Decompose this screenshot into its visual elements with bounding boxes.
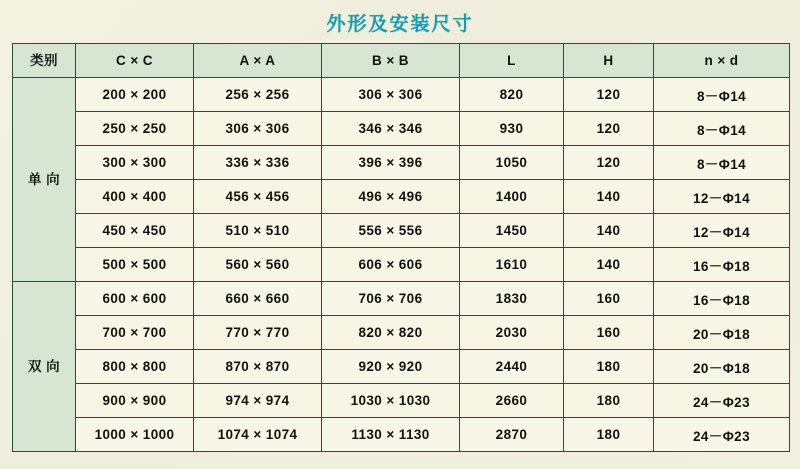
cell-bxb: 396 × 396 xyxy=(322,146,460,180)
cell-bxb: 556 × 556 xyxy=(322,214,460,248)
table-row xyxy=(13,384,790,418)
table-row xyxy=(13,78,790,112)
table-body xyxy=(13,78,790,452)
cell-nxd: 20－Φ18 xyxy=(654,316,790,350)
header-row xyxy=(13,44,790,78)
table-header xyxy=(13,44,790,78)
category-cell-double xyxy=(13,282,76,452)
column-header-category: 类别 xyxy=(13,44,76,78)
category-label: 单 向 xyxy=(28,171,60,187)
cell-nxd: 24－Φ23 xyxy=(654,418,790,452)
table-row xyxy=(13,112,790,146)
cell-bxb: 820 × 820 xyxy=(322,316,460,350)
cell-h: 140 xyxy=(564,180,654,214)
cell-l: 1050 xyxy=(460,146,564,180)
page-title: 外形及安装尺寸 xyxy=(326,14,474,35)
cell-nxd: 16－Φ18 xyxy=(654,248,790,282)
cell-axa: 256 × 256 xyxy=(194,78,322,112)
table-row xyxy=(13,248,790,282)
cell-axa: 1074 × 1074 xyxy=(194,418,322,452)
table-row xyxy=(13,180,790,214)
cell-cxc: 1000 × 1000 xyxy=(76,418,194,452)
cell-bxb: 606 × 606 xyxy=(322,248,460,282)
cell-h: 180 xyxy=(564,418,654,452)
cell-h: 180 xyxy=(564,384,654,418)
cell-nxd: 12－Φ14 xyxy=(654,214,790,248)
cell-l: 1610 xyxy=(460,248,564,282)
category-label: 双 向 xyxy=(28,358,60,374)
cell-l: 2440 xyxy=(460,350,564,384)
column-header-nxd: n × d xyxy=(654,44,790,78)
cell-cxc: 450 × 450 xyxy=(76,214,194,248)
column-header-bxb: B × B xyxy=(322,44,460,78)
cell-cxc: 200 × 200 xyxy=(76,78,194,112)
cell-cxc: 400 × 400 xyxy=(76,180,194,214)
cell-l: 2030 xyxy=(460,316,564,350)
cell-nxd: 24－Φ23 xyxy=(654,384,790,418)
cell-h: 120 xyxy=(564,146,654,180)
table-row xyxy=(13,418,790,452)
cell-h: 160 xyxy=(564,282,654,316)
cell-axa: 974 × 974 xyxy=(194,384,322,418)
cell-cxc: 700 × 700 xyxy=(76,316,194,350)
cell-l: 930 xyxy=(460,112,564,146)
cell-bxb: 920 × 920 xyxy=(322,350,460,384)
category-cell-single xyxy=(13,78,76,282)
cell-h: 120 xyxy=(564,112,654,146)
cell-cxc: 600 × 600 xyxy=(76,282,194,316)
cell-nxd: 8－Φ14 xyxy=(654,146,790,180)
cell-h: 140 xyxy=(564,248,654,282)
cell-h: 160 xyxy=(564,316,654,350)
cell-axa: 660 × 660 xyxy=(194,282,322,316)
cell-axa: 770 × 770 xyxy=(194,316,322,350)
cell-axa: 510 × 510 xyxy=(194,214,322,248)
cell-cxc: 300 × 300 xyxy=(76,146,194,180)
table-row xyxy=(13,146,790,180)
cell-l: 1830 xyxy=(460,282,564,316)
cell-l: 1450 xyxy=(460,214,564,248)
table-row xyxy=(13,214,790,248)
cell-axa: 560 × 560 xyxy=(194,248,322,282)
cell-l: 1400 xyxy=(460,180,564,214)
cell-cxc: 250 × 250 xyxy=(76,112,194,146)
table-row xyxy=(13,282,790,316)
cell-l: 2870 xyxy=(460,418,564,452)
cell-bxb: 1030 × 1030 xyxy=(322,384,460,418)
cell-bxb: 346 × 346 xyxy=(322,112,460,146)
cell-nxd: 20－Φ18 xyxy=(654,350,790,384)
dimensions-table xyxy=(12,43,790,452)
cell-h: 180 xyxy=(564,350,654,384)
column-header-cxc: C × C xyxy=(76,44,194,78)
cell-l: 820 xyxy=(460,78,564,112)
column-header-l: L xyxy=(460,44,564,78)
cell-bxb: 706 × 706 xyxy=(322,282,460,316)
cell-nxd: 12－Φ14 xyxy=(654,180,790,214)
cell-nxd: 8－Φ14 xyxy=(654,78,790,112)
cell-bxb: 496 × 496 xyxy=(322,180,460,214)
table-row xyxy=(13,350,790,384)
cell-l: 2660 xyxy=(460,384,564,418)
cell-bxb: 306 × 306 xyxy=(322,78,460,112)
table-row xyxy=(13,316,790,350)
column-header-h: H xyxy=(564,44,654,78)
table-container xyxy=(0,43,800,452)
cell-bxb: 1130 × 1130 xyxy=(322,418,460,452)
cell-axa: 306 × 306 xyxy=(194,112,322,146)
cell-axa: 336 × 336 xyxy=(194,146,322,180)
column-header-axa: A × A xyxy=(194,44,322,78)
cell-cxc: 900 × 900 xyxy=(76,384,194,418)
cell-axa: 456 × 456 xyxy=(194,180,322,214)
cell-h: 140 xyxy=(564,214,654,248)
cell-cxc: 500 × 500 xyxy=(76,248,194,282)
cell-cxc: 800 × 800 xyxy=(76,350,194,384)
cell-axa: 870 × 870 xyxy=(194,350,322,384)
cell-nxd: 8－Φ14 xyxy=(654,112,790,146)
cell-h: 120 xyxy=(564,78,654,112)
cell-nxd: 16－Φ18 xyxy=(654,282,790,316)
